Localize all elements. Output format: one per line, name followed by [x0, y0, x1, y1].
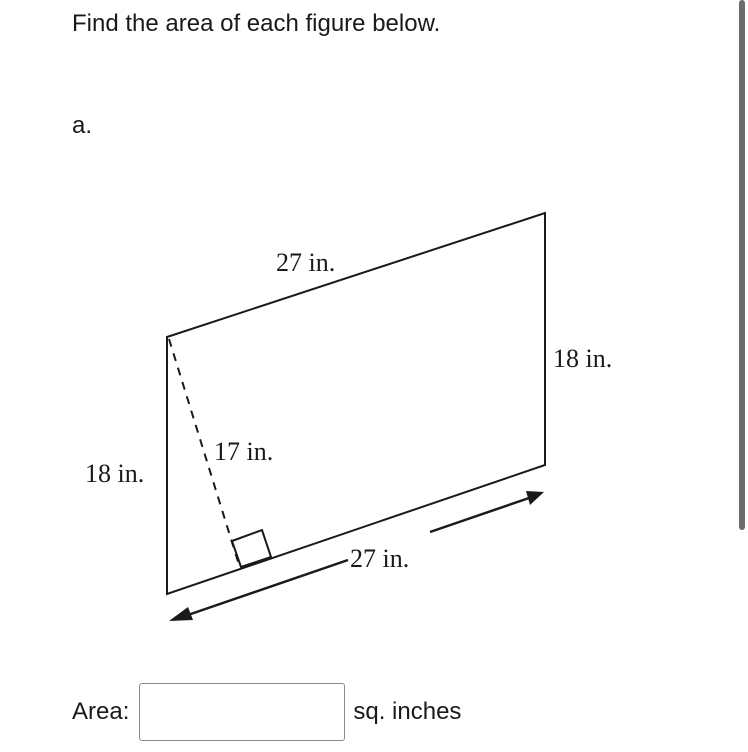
scrollbar-thumb[interactable] — [739, 0, 745, 530]
left-side-label: 18 in. — [85, 459, 145, 488]
height-label: 17 in. — [214, 437, 274, 466]
part-label: a. — [72, 112, 93, 139]
area-input[interactable] — [139, 683, 345, 741]
arrowhead-left-icon — [169, 607, 193, 621]
area-label: Area: — [72, 698, 130, 725]
bottom-side-label: 27 in. — [350, 544, 410, 573]
parallelogram-shape — [167, 213, 545, 594]
top-side-label: 27 in. — [276, 248, 336, 277]
answer-row — [72, 682, 461, 742]
arrowhead-right-icon — [526, 491, 544, 505]
base-arrow-right-line — [430, 497, 532, 532]
base-arrow-left-line — [182, 560, 348, 617]
area-unit-label: sq. inches — [353, 698, 462, 725]
question-instruction: Find the area of each figure below. — [72, 10, 441, 37]
right-side-label: 18 in. — [553, 344, 613, 373]
